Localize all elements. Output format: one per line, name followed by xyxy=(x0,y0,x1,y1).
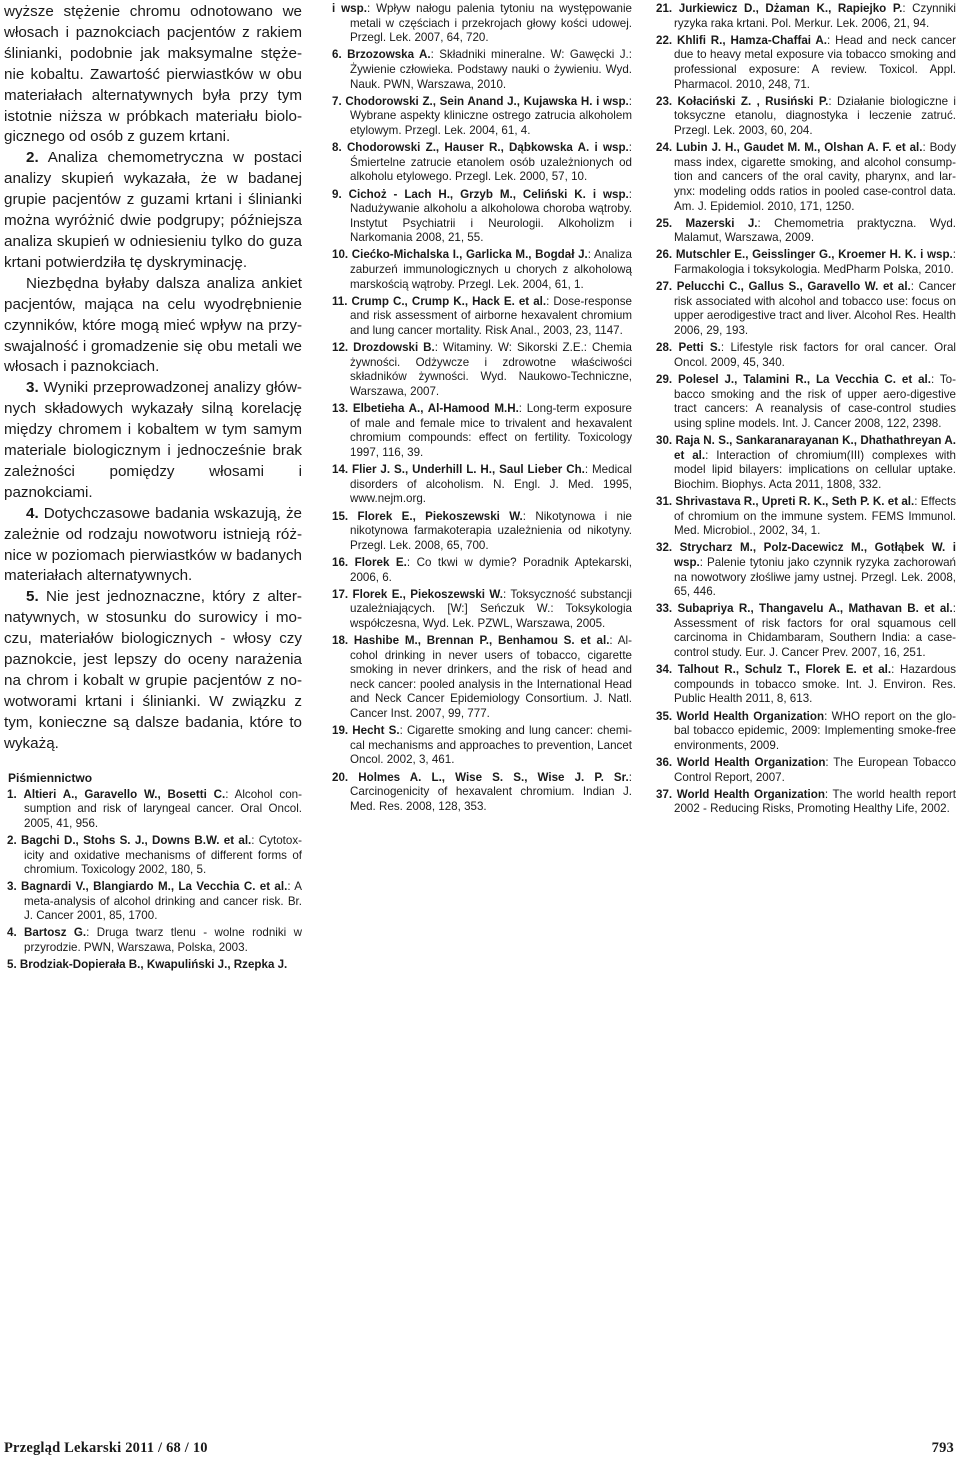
reference-details: : Carcinogenicity of hexavalent chromium. Indian J. Med. Res. 2008, 128, 353. xyxy=(350,770,632,813)
reference-details: : Palenie tytoniu jako czynnik ryzyka zachorowań na nowotwory złośliwe jamy ustnej. Przegl. Lek. 2008, 65, 446. xyxy=(674,555,956,599)
reference-number: 22. xyxy=(656,33,673,47)
reference-authors: Drozdowski B. xyxy=(353,341,435,355)
reference-authors: Mazerski J. xyxy=(685,216,758,230)
reference-number: 23. xyxy=(656,94,673,108)
reference-item xyxy=(656,280,956,338)
reference-number: 2. xyxy=(7,833,17,847)
reference-item xyxy=(4,926,302,955)
reference-number: 6. xyxy=(332,48,342,62)
paragraph-text: Dotychczasowe badania wskazują, że zależnie od rodzaju nowotworu istnieją różnice w poziomach pierwiastków w badanych materiałach alternatywnych. xyxy=(4,504,302,585)
reference-item xyxy=(332,48,632,92)
reference-details: : Farmakologia i toksykologia. MedPharm Polska, 2010. xyxy=(674,248,956,277)
reference-authors: Chodorowski Z., Hauser R., Dąbkowska A. i wsp. xyxy=(346,141,629,155)
reference-item xyxy=(332,402,632,460)
reference-item xyxy=(332,95,632,139)
reference-details: : Assessment of risk factors for oral squamous cell carcinoma in Chidambaram, Southern India: a case-control study. Eur. J. Cancer Prev. 2007, 16, 251. xyxy=(674,602,956,660)
reference-item xyxy=(332,188,632,246)
reference-number: 29. xyxy=(656,373,673,386)
reference-details: : Druga twarz tlenu - wolne rodniki w przyrodzie. PWN, Warszawa, Polska, 2003. xyxy=(24,926,302,955)
reference-item xyxy=(332,634,632,722)
reference-authors: Elbetieha A., Al-Hamood M.H. xyxy=(352,402,519,416)
reference-authors: Hashibe M., Brennan P., Benhamou S. et al. xyxy=(353,634,610,648)
reference-details: : Analiza zaburzeń immunologicznych u chorych z alkoholową marskością wątroby. Przegl. Lek. 2004, 61, 1. xyxy=(350,248,632,291)
reference-authors: Pelucchi C., Gallus S., Garavello W. et al. xyxy=(676,280,911,294)
reference-authors: World Health Organization xyxy=(676,709,825,723)
reference-authors: Raja N. S., Sankaranarayanan K., Dhathathreyan A. et al. xyxy=(674,433,956,462)
reference-number: 13. xyxy=(332,402,349,416)
paragraph-number: 3. xyxy=(26,379,39,397)
reference-number: 28. xyxy=(656,341,673,355)
reference-details: : Alcohol drinking in never users of tobacco, cigarette smoking in never drinkers, and the risk of head and neck cancer: pooled analysis in the International Head and Neck Cancer Epidemiology Consortium. J. Natl. Cancer Inst. 2007, 99, 777. xyxy=(350,634,632,721)
reference-number: 12. xyxy=(332,341,349,355)
reference-authors: Florek E. xyxy=(354,555,407,569)
reference-number: 31. xyxy=(656,494,673,508)
reference-details: : Witaminy. W: Sikorski Z.E.: Chemia żywności. Odżywcze i zdrowotne właściwości składników żywności. Wyd. Naukowo-Techniczne, Warszawa, 2007. xyxy=(350,341,632,398)
body-paragraph xyxy=(4,274,302,379)
reference-item xyxy=(656,495,956,539)
reference-details: : Hazardous compounds in tobacco smoke. Int. J. Environ. Res. Public Health 2011, 8, 613. xyxy=(674,663,956,706)
reference-authors: Chodorowski Z., Sein Anand J., Kujawska H. i wsp. xyxy=(345,94,629,108)
reference-details: : Effects of chromium on the immune system. FEMS Immunol. Med. Microbiol., 2002, 34, 1. xyxy=(674,494,956,538)
reference-authors: Shrivastava R., Upreti R. K., Seth P. K. et al. xyxy=(675,494,915,508)
reference-details: : Body mass index, cigarette smoking, and alcohol consumption and cancers of the oral cavity, pharynx, and larynx: modeling odds ratios in pooled case-control data. Am. J. Epidemiol. 2010, 171, 1250. xyxy=(674,141,956,213)
reference-item xyxy=(4,958,302,973)
reference-number: 32. xyxy=(656,541,673,555)
reference-item xyxy=(332,295,632,339)
reference-number: 8. xyxy=(332,141,342,155)
reference-number: 25. xyxy=(656,216,673,230)
reference-number: 15. xyxy=(332,509,349,523)
reference-item xyxy=(332,771,632,815)
reference-item xyxy=(656,788,956,817)
reference-details: : The European Tobacco Control Report, 2007. xyxy=(674,756,956,784)
right-column xyxy=(656,2,956,1422)
reference-authors: Bartosz G. xyxy=(24,926,87,940)
reference-authors: Hecht S. xyxy=(352,724,400,738)
reference-details: : Chemometria praktyczna. Wyd. Malamut, Warszawa, 2009. xyxy=(674,216,956,245)
reference-number: 27. xyxy=(656,280,673,294)
reference-authors: i wsp. xyxy=(332,2,367,15)
reference-item xyxy=(656,341,956,370)
reference-number: 26. xyxy=(656,248,673,262)
reference-number: 18. xyxy=(332,634,349,648)
reference-details: : Lifestyle risk factors for oral cancer. Oral Oncol. 2009, 45, 340. xyxy=(674,341,956,369)
reference-authors: Mutschler E., Geisslinger G., Kroemer H. K. i wsp. xyxy=(675,248,953,262)
reference-item xyxy=(656,541,956,599)
reference-authors: Jurkiewicz D., Dżaman K., Rapiejko P. xyxy=(678,2,903,15)
reference-authors: World Health Organization xyxy=(676,787,825,801)
body-paragraph xyxy=(4,504,302,588)
reference-authors: Polesel J., Talamini R., La Vecchia C. et al. xyxy=(678,373,931,386)
reference-number: 37. xyxy=(656,787,673,801)
reference-number: 34. xyxy=(656,663,673,677)
paragraph-text: wyższe stężenie chromu odnotowano we włosach i paznokciach pacjentów z rakiem ślinianki, podobnie jak maksymalne stężenie kobaltu. Zawartość pierwiastków w obu materiałach alternatywnych była przy tym istotnie niższa w próbkach materiału biologicznego od osób z guzem krtani. xyxy=(4,3,302,146)
reference-authors: Cichoż - Lach H., Grzyb M., Celiński K. i wsp. xyxy=(348,187,629,201)
reference-number: 20. xyxy=(332,770,349,784)
reference-details: : Alcohol consumption and risk of laryngeal cancer. Oral Oncol. 2005, 41, 956. xyxy=(24,787,302,830)
reference-item xyxy=(656,602,956,660)
reference-details: : Cigarette smoking and lung cancer: chemical mechanisms and approaches to prevention, Lancet Oncol. 2002, 3, 461. xyxy=(350,724,632,767)
reference-authors: Strycharz M., Polz-Dacewicz M., Gotłąbek W. i wsp. xyxy=(674,541,956,569)
reference-item xyxy=(656,217,956,246)
middle-column xyxy=(332,2,632,1422)
conclusions-text xyxy=(4,2,302,755)
reference-details: : A meta-analysis of alcohol drinking and cancer risk. Br. J. Cancer 2001, 85, 1700. xyxy=(24,880,302,923)
reference-item xyxy=(656,141,956,214)
reference-details: : Nadużywanie alkoholu a alkoholowa choroba wątroby. Instytut Psychiatrii i Neurologii. Alkoholizm i Narkomania 2008, 21, 55. xyxy=(350,187,632,245)
reference-number: 36. xyxy=(656,756,673,769)
reference-authors: Bagnardi V., Blangiardo M., La Vecchia C. et al. xyxy=(21,880,288,894)
reference-number: 30. xyxy=(656,433,673,447)
reference-details: : Head and neck cancer due to heavy metal exposure via tobacco smoking and professional exposure: A review. Toxicol. Appl. Pharmacol. 2010, 248, 71. xyxy=(674,33,956,91)
paragraph-number: 2. xyxy=(26,149,39,167)
reference-authors: Subapriya R., Thangavelu A., Mathavan B. et al. xyxy=(677,602,953,616)
reference-details: : Cytotoxicity and oxidative mechanisms of different forms of chromium. Toxicology 2002, 180, 5. xyxy=(24,833,302,877)
paragraph-text: Wyniki przeprowadzonej analizy głównych składowych wykazały silną korelację między chromem i kobaltem w tym samym materiale biologicznym i jednocześnie brak zależności pomiędzy włosami i paznokciami. xyxy=(4,379,302,501)
reference-authors: Lubin J. H., Gaudet M. M., Olshan A. F. et al. xyxy=(676,141,923,155)
reference-list-part-2 xyxy=(332,2,632,814)
reference-number: 33. xyxy=(656,602,673,616)
reference-details: : Nikotynowa i nie nikotynowa farmakoterapia uzależnienia od nikotyny. Przegl. Lek. 2008, 65, 700. xyxy=(350,509,632,552)
reference-item xyxy=(656,2,956,31)
reference-item xyxy=(332,341,632,399)
reference-details: : Dose-response and risk assessment of airborne hexavalent chromium and lung cancer mortality. Risk Anal., 2003, 23, 1147. xyxy=(350,294,632,338)
reference-authors: Petti S. xyxy=(678,341,721,355)
body-paragraph xyxy=(4,587,302,754)
reference-details: : Działanie biologiczne i toksyczne etanolu, diagnostyka i leczenie zatruć. Przegl. Lek. 2003, 60, 204. xyxy=(674,94,956,137)
body-paragraph xyxy=(4,2,302,148)
reference-number: 5. xyxy=(7,958,17,972)
reference-number: 19. xyxy=(332,724,349,738)
reference-item xyxy=(656,34,956,92)
reference-details: : Wpływ nałogu palenia tytoniu na występowanie metali w częściach i przekrojach głowy kości udowej. Przegl. Lek. 2007, 64, 720. xyxy=(350,2,632,45)
reference-number: 35. xyxy=(656,709,673,723)
reference-details: : Toksyczność substancji uzależniających. [W:] Seńczuk W.: Toksykologia współczesna, Wyd. Lek. PZWL, Warszawa, 2005. xyxy=(350,587,632,630)
reference-item xyxy=(656,248,956,277)
reference-item xyxy=(332,463,632,507)
reference-number: 14. xyxy=(332,463,349,477)
body-paragraph xyxy=(4,148,302,273)
reference-item xyxy=(656,756,956,785)
reference-item xyxy=(332,588,632,632)
reference-item xyxy=(332,141,632,185)
reference-authors: Ciećko-Michalska I., Garlicka M., Bogdał J. xyxy=(351,248,588,262)
reference-item xyxy=(332,2,632,46)
reference-authors: Brzozowska A. xyxy=(347,48,431,62)
reference-number: 21. xyxy=(656,2,673,15)
references-heading: Piśmiennictwo xyxy=(8,770,93,785)
reference-number: 4. xyxy=(7,926,17,940)
reference-number: 1. xyxy=(7,787,17,801)
reference-authors: Talhout R., Schulz T., Florek E. et al. xyxy=(677,663,892,677)
reference-authors: Holmes A. L., Wise S. S., Wise J. P. Sr. xyxy=(358,770,629,784)
reference-details: : Śmiertelne zatrucie etanolem osób uzależnionych od alkoholu etylowego. Przegl. Lek. 2000, 57, 10. xyxy=(350,141,632,184)
reference-number: 7. xyxy=(332,94,342,108)
reference-authors: Florek E., Piekoszewski W. xyxy=(352,587,503,601)
reference-details: : Medical disorders of alcoholism. N. Engl. J. Med. 1995, www.nejm.org. xyxy=(350,463,632,506)
reference-item xyxy=(656,663,956,707)
reference-details: : The world health report 2002 - Reducing Risks, Promoting Healthy Life, 2002. xyxy=(674,787,956,816)
reference-number: 17. xyxy=(332,587,349,601)
reference-authors: World Health Organization xyxy=(676,756,826,769)
reference-item xyxy=(332,510,632,554)
reference-number: 9. xyxy=(332,187,342,201)
reference-details: : Składniki mineralne. W: Gawęcki J.: Żywienie człowieka. Podstawy nauki o żywieniu. Wyd. Nauk. PWN, Warszawa, 2010. xyxy=(350,48,632,91)
reference-details: : Interaction of chromium(III) complexes with model lipid bilayers: implications on cellular uptake. Biochim. Biophys. Acta 2011, 1808, 332. xyxy=(674,448,956,491)
reference-details: : Co tkwi w dymie? Poradnik Aptekarski, 2006, 6. xyxy=(350,555,632,584)
reference-details: : Long-term exposure of male and female mice to trivalent and hexavalent chromium compounds: effect on fertility. Toxicology 1997, 116, 39. xyxy=(350,402,632,459)
reference-details: : Cancer risk associated with alcohol and tobacco use: focus on upper aerodigestive tract and liver. Alcohol Res. Health 2006, 29, 193. xyxy=(674,280,956,338)
left-column xyxy=(4,2,302,1422)
reference-list-part-1 xyxy=(4,788,302,973)
reference-list-part-3 xyxy=(656,2,956,817)
reference-authors: Crump C., Crump K., Hack E. et al. xyxy=(351,294,547,308)
reference-number: 24. xyxy=(656,141,673,155)
body-paragraph xyxy=(4,378,302,503)
reference-item xyxy=(656,373,956,431)
page-number: 793 xyxy=(931,1440,954,1456)
reference-authors: Brodziak-Dopierała B., Kwapuliński J., Rzepka J. xyxy=(19,958,288,972)
reference-item xyxy=(4,880,302,924)
reference-number: 10. xyxy=(332,248,349,262)
reference-authors: Florek E., Piekoszewski W. xyxy=(357,509,523,523)
reference-item xyxy=(332,248,632,292)
paragraph-text: Analiza chemometryczna w postaci analizy skupień wykazała, że w badanej grupie pacjentów z guzami krtani i ślinianki można wyróżnić dwie podgrupy; późniejsza analiza skupień w odniesieniu tylko do guza krtani potwierdziła tę dyskryminację. xyxy=(4,149,302,271)
reference-item xyxy=(656,95,956,139)
reference-item xyxy=(656,434,956,492)
reference-details: : Czynniki ryzyka raka krtani. Pol. Merkur. Lek. 2006, 21, 94. xyxy=(674,2,956,30)
journal-footer: Przegląd Lekarski 2011 / 68 / 10 xyxy=(4,1440,208,1456)
reference-details: : WHO report on the global tobacco epidemic, 2009: Implementing smoke-free environments, 2009. xyxy=(674,709,956,752)
reference-details: : Wybrane aspekty kliniczne ostrego zatrucia alkoholem etylowym. Przegl. Lek. 2004, 61, 4. xyxy=(350,94,632,137)
paragraph-number: 5. xyxy=(26,588,39,606)
paragraph-text: Niezbędna byłaby dalsza analiza ankiet pacjentów, mająca na celu wyodrębnienie czynników, które mogą mieć wpływ na przyswajalność i gromadzenie się obu metali we włosach i paznokciach. xyxy=(4,274,302,376)
reference-authors: Bagchi D., Stohs S. J., Downs B.W. et al. xyxy=(20,833,252,847)
reference-number: 3. xyxy=(7,880,17,894)
reference-number: 16. xyxy=(332,555,349,569)
paragraph-number: 4. xyxy=(26,504,39,522)
reference-item xyxy=(332,724,632,768)
reference-authors: Flier J. S., Underhill L. H., Saul Lieber Ch. xyxy=(352,463,585,477)
paragraph-text: Nie jest jednoznaczne, który z alternatywnych, w stosunku do surowicy i moczu, materiałów biologicznych - włosy czy paznokcie, jest lepszy do oceny narażenia na chrom i kobalt w grupie pacjentów z nowotworami krtani i ślinianki. W związku z tym, konieczne są dalsze badania, które to wykażą. xyxy=(4,588,302,752)
reference-number: 11. xyxy=(332,294,348,308)
reference-authors: Altieri A., Garavello W., Bosetti C. xyxy=(23,787,226,801)
reference-item xyxy=(4,788,302,832)
reference-item xyxy=(332,556,632,585)
reference-authors: Khlifi R., Hamza-Chaffai A. xyxy=(676,33,828,47)
reference-item xyxy=(4,834,302,878)
reference-authors: Kołaciński Z. , Rusiński P. xyxy=(677,94,829,108)
reference-details: : Tobacco smoking and the risk of upper aero-digestive tract cancers: A reanalysis of case-control studies using spline models. Int. J. Cancer 2008, 122, 2398. xyxy=(674,373,956,430)
reference-item xyxy=(656,710,956,754)
